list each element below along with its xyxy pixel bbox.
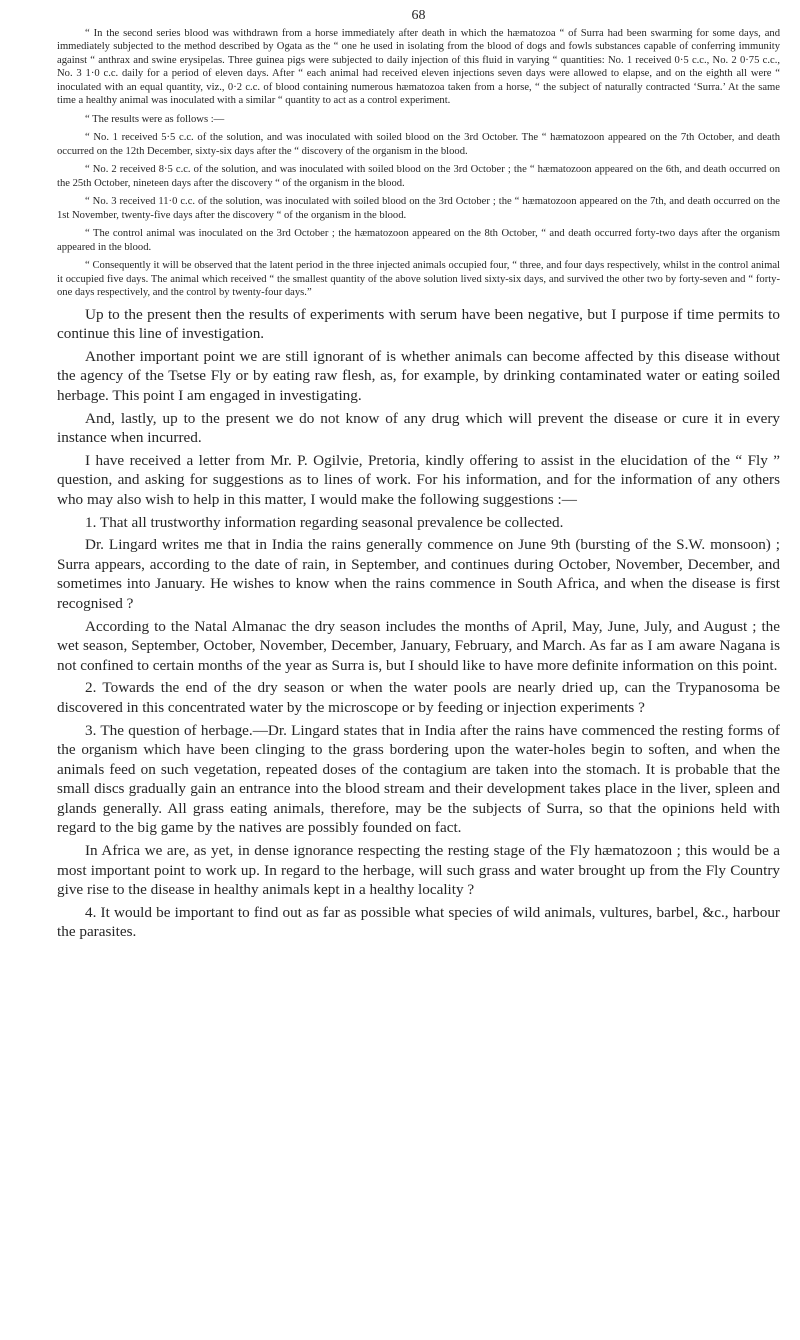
paragraph-serum-results: Up to the present then the results of experiments with serum have been negative, but I purpose if time permits to continue this line of investigation. xyxy=(57,305,780,343)
body-text xyxy=(57,305,780,942)
quote-paragraph-control: “ The control animal was inoculated on the 3rd October ; the hæmatozoon appeared on the 8th October, “ and death occurred forty-two days after the organism appeared in the blood. xyxy=(57,228,780,253)
quote-paragraph-conclusion: “ Consequently it will be observed that the latent period in the three injected animals occupied four, “ three, and four days respectively, whilst in the control animal it occupied five days. The animal which received “ the smallest quantity of the above solution lived sixty-six days, and survived the other two by forty-seven and “ forty-one days respectively, and the control by twenty-four days.” xyxy=(57,260,780,299)
suggestion-3: 3. The question of herbage.—Dr. Lingard states that in India after the rains have commenced the resting forms of the organism which have been clinging to the grass bordering upon the water-holes begin to soften, and when the animals feed on such vegetation, repeated doses of the contagium are taken into the stomach. It is probable that the small discs gradually gain an entrance into the blood stream and their development takes place in the liver, spleen and glands generally. All grass eating animals, therefore, may be the subjects of Surra, so that the opinions held with regard to the big game by the natives are possibly founded on fact. xyxy=(57,721,780,837)
quote-paragraph-second-series: “ In the second series blood was withdrawn from a horse immediately after death in which the hæmatozoa “ of Surra had been swarming for some days, and immediately subjected to the method described by Ogata as the “ one he used in isolating from the blood of dogs and fowls substances capable of conferring immunity against “ anthrax and swine erysipelas. Three guinea pigs were subjected to daily injection of this fluid in varying “ quantities: No. 1 received 0·5 c.c., No. 2 0·75 c.c., No. 3 1·0 c.c. daily for a period of eleven days. After “ each animal had received eleven injections seven days were allowed to elapse, and on the eighth all were “ inoculated with an equal quantity, viz., 0·2 c.c. of blood containing numerous hæmatozoa taken from a horse, “ the subject of naturally contracted ‘Surra.’ At the same time a healthy animal was inoculated with a similar “ quantity to act as a control experiment. xyxy=(57,28,780,107)
paragraph-no-drug: And, lastly, up to the present we do not know of any drug which will prevent the disease or cure it in every instance when incurred. xyxy=(57,409,780,447)
paragraph-another-point: Another important point we are still ignorant of is whether animals can become affected by this disease without the agency of the Tsetse Fly or by eating raw flesh, as, for example, by drinking contaminated water or eating soiled herbage. This point I am engaged in investigating. xyxy=(57,347,780,404)
suggestion-1: 1. That all trustworthy information regarding seasonal prevalence be collected. xyxy=(85,513,564,531)
paragraph-ogilvie-letter: I have received a letter from Mr. P. Ogilvie, Pretoria, kindly offering to assist in the elucidation of the “ Fly ” question, and asking for suggestions as to lines of work. For his information, and for the information of any others who may also wish to help in this matter, I would make the following suggestions :— xyxy=(57,451,780,508)
paragraph-africa-ignorance: In Africa we are, as yet, in dense ignorance respecting the resting stage of the Fly hæmatozoon ; this would be a most important point to work up. In regard to the herbage, will such grass and water brought up from the Fly Country give rise to the disease in healthy animals kept in a healthy locality ? xyxy=(57,842,780,899)
quote-paragraph-no3: “ No. 3 received 11·0 c.c. of the solution, was inoculated with soiled blood on the 3rd October ; the “ hæmatozoon appeared on the 7th, and death occurred on the 1st November, twenty-five days after the discovery “ of the organism in the blood. xyxy=(57,196,780,221)
quote-paragraph-no1: “ No. 1 received 5·5 c.c. of the solution, and was inoculated with soiled blood on the 3rd October. The “ hæmatozoon appeared on the 7th October, and death occurred on the 12th December, sixty-six days after the “ discovery of the organism in the blood. xyxy=(57,132,780,157)
paragraph-natal-almanac: According to the Natal Almanac the dry season includes the months of April, May, June, July, and August ; the wet season, September, October, November, December, January, February, and March. As far as I am aware Nagana is not confined to certain months of the year as Surra is, but I should like to have more definite information on this point. xyxy=(57,617,780,674)
page-number: 68 xyxy=(411,8,426,23)
suggestion-4: 4. It would be important to find out as far as possible what species of wild animals, vultures, barbel, &c., harbour the parasites. xyxy=(57,903,780,941)
quoted-report xyxy=(57,27,780,299)
quote-paragraph-no2: “ No. 2 received 8·5 c.c. of the solution, and was inoculated with soiled blood on the 3rd October ; the “ hæmatozoon appeared on the 6th, and death occurred on the 25th October, nineteen days after the discovery “ of the organism in the blood. xyxy=(57,164,780,189)
suggestion-2: 2. Towards the end of the dry season or when the water pools are nearly dried up, can the Trypanosoma be discovered in this concentrated water by the microscope or by feeding or injection experiments ? xyxy=(57,679,780,716)
paragraph-lingard-rains: Dr. Lingard writes me that in India the rains generally commence on June 9th (bursting of the S.W. monsoon) ; Surra appears, according to the date of rain, in September, and continues during October, November, December, and sometimes into January. He wishes to know when the rains commence in South Africa, and when the disease is first recognised ? xyxy=(57,536,780,612)
quote-paragraph-results-intro: “ The results were as follows :— xyxy=(85,113,225,125)
